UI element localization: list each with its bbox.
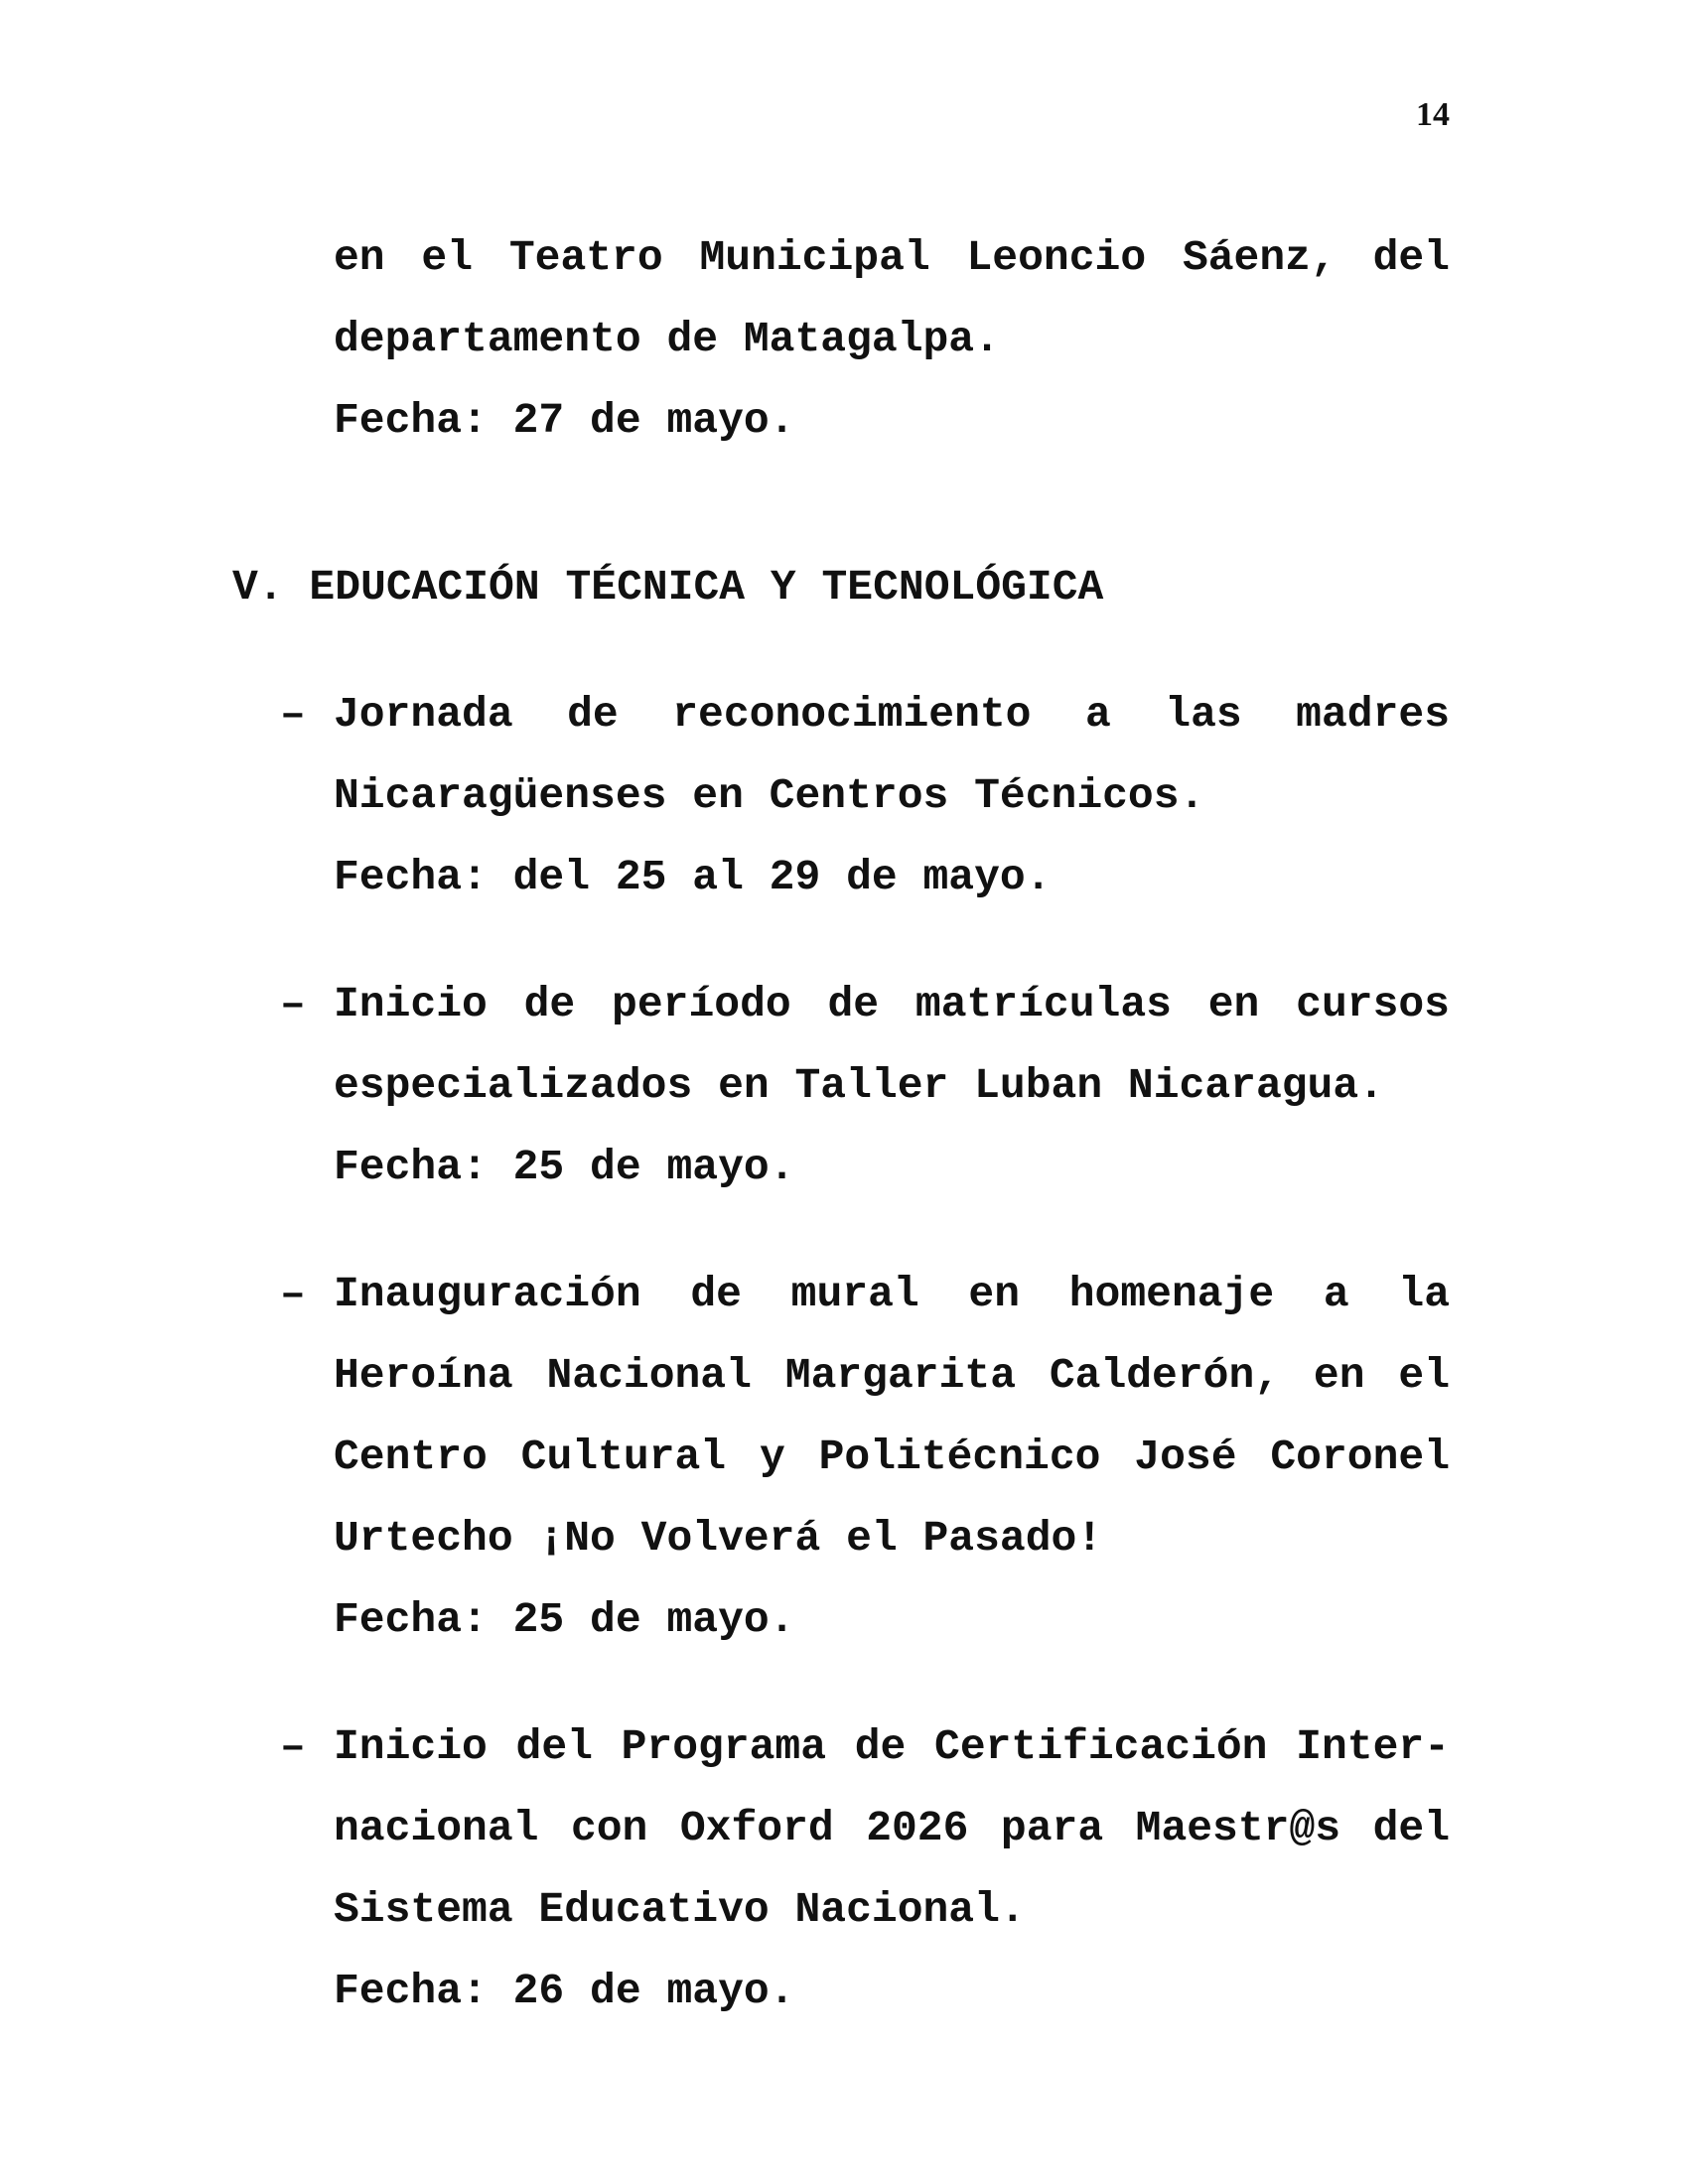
intro-line: en el Teatro Municipal Leoncio Sáenz, del — [334, 233, 1450, 282]
intro-line: departamento de Matagalpa. — [334, 315, 1000, 363]
list-item-date: Fecha: 25 de mayo. — [334, 1143, 795, 1191]
list-item-date: Fecha: 26 de mayo. — [334, 1967, 795, 2015]
list-item-bullet: – — [280, 980, 306, 1028]
list-item-bullet: – — [280, 690, 306, 739]
list-item-bullet: – — [280, 1722, 306, 1771]
list-item-line: Inauguración de mural en homenaje a la — [334, 1270, 1450, 1318]
list-item-line: especializados en Taller Luban Nicaragua. — [334, 1061, 1384, 1110]
list-item-line: Inicio del Programa de Certificación Inter- — [334, 1722, 1450, 1771]
list-item-line: Jornada de reconocimiento a las madres — [334, 690, 1450, 739]
list-item-line: nacional con Oxford 2026 para Maestr@s del — [334, 1804, 1450, 1852]
list-item-line: Nicaragüenses en Centros Técnicos. — [334, 771, 1205, 820]
list-item-line: Centro Cultural y Politécnico José Coronel — [334, 1433, 1450, 1481]
list-item-line: Sistema Educativo Nacional. — [334, 1885, 1026, 1934]
list-item-date: Fecha: 25 de mayo. — [334, 1595, 795, 1644]
list-item-line: Urtecho ¡No Volverá el Pasado! — [334, 1514, 1103, 1563]
list-item-date: Fecha: del 25 al 29 de mayo. — [334, 853, 1052, 901]
section-heading: V. EDUCACIÓN TÉCNICA Y TECNOLÓGICA — [232, 563, 1104, 612]
intro-date: Fecha: 27 de mayo. — [334, 396, 795, 445]
list-item-line: Heroína Nacional Margarita Calderón, en el — [334, 1351, 1450, 1400]
list-item-bullet: – — [280, 1270, 306, 1318]
list-item-line: Inicio de período de matrículas en cursos — [334, 980, 1450, 1028]
page-number: 14 — [1416, 96, 1450, 133]
